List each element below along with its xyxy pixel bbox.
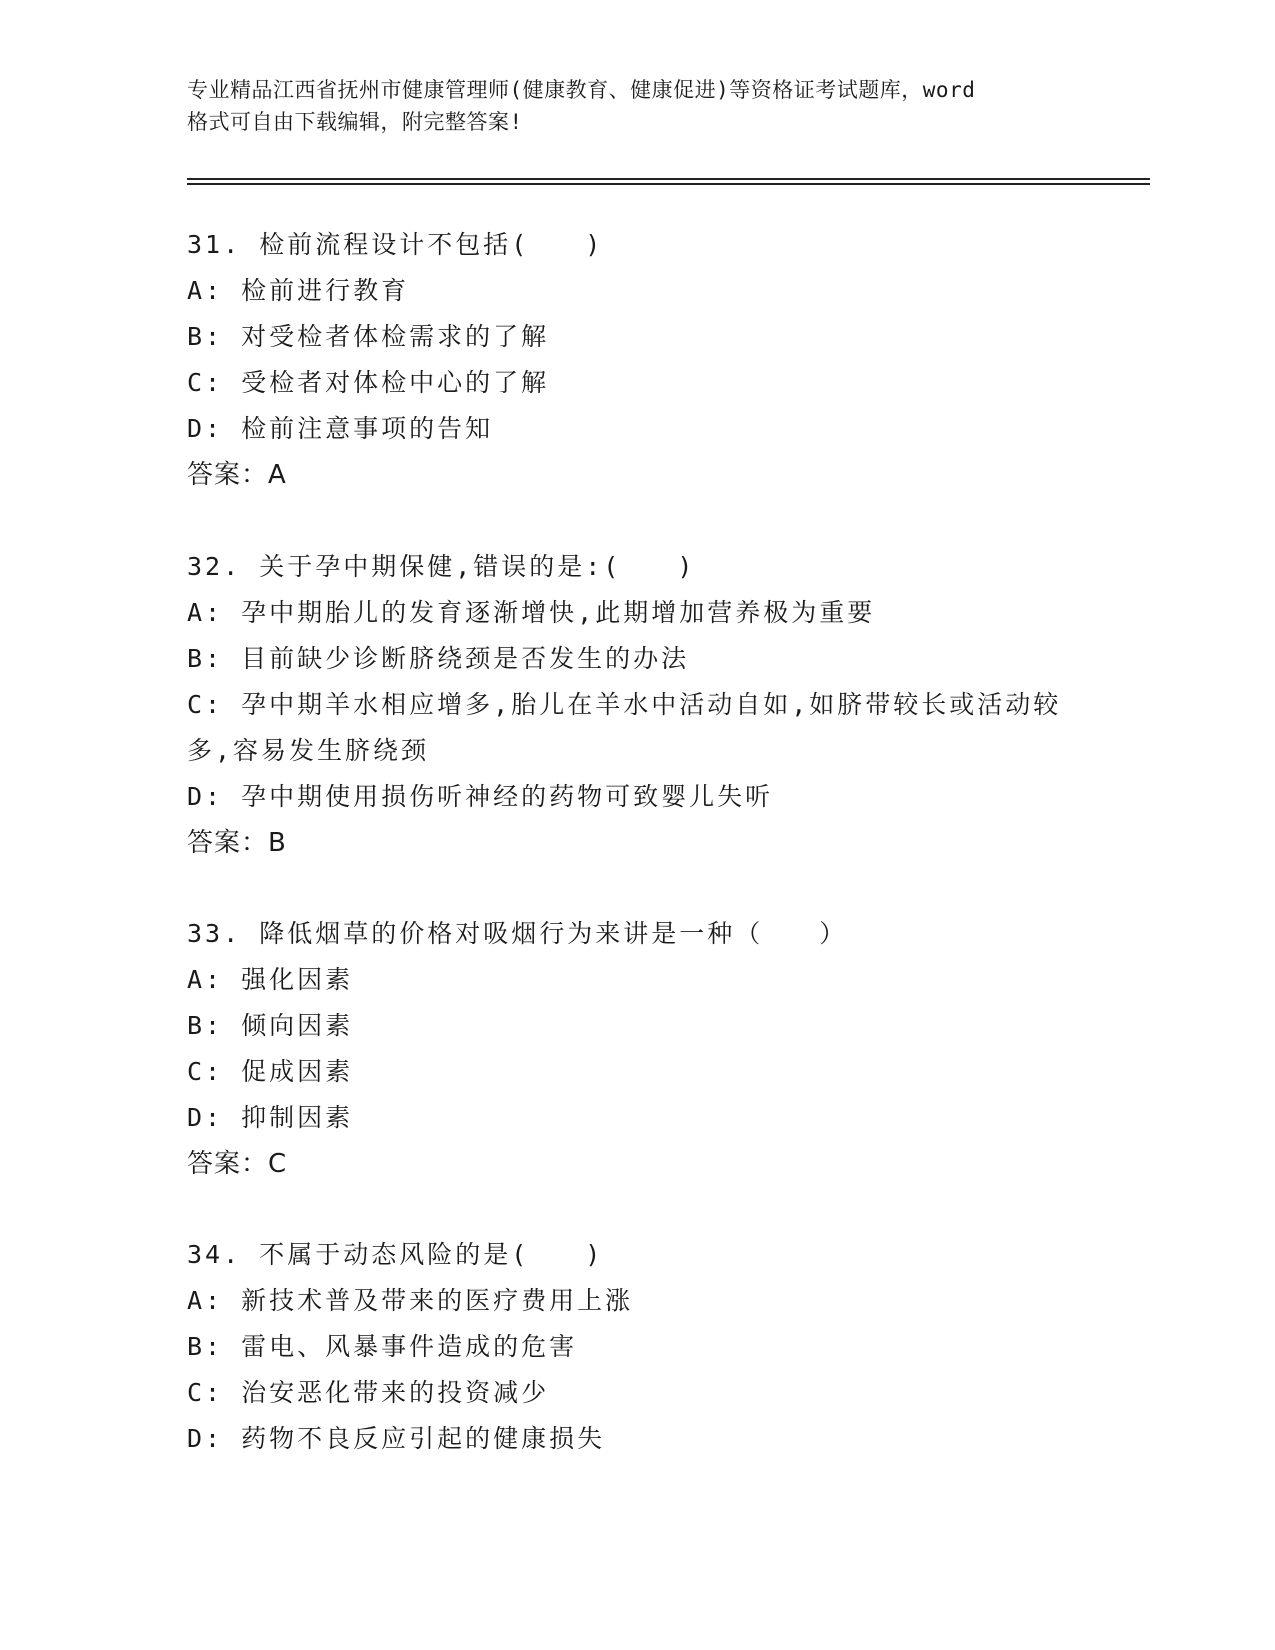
option-b: B: 雷电、风暴事件造成的危害 <box>187 1332 578 1361</box>
option-a: A: 孕中期胎儿的发育逐渐增快,此期增加营养极为重要 <box>187 598 876 627</box>
option-c: C: 受检者对体检中心的了解 <box>187 368 550 397</box>
option-a: A: 新技术普及带来的医疗费用上涨 <box>187 1286 634 1315</box>
question-stem: 34. 不属于动态风险的是( ) <box>187 1240 604 1269</box>
option-b: B: 倾向因素 <box>187 1011 354 1040</box>
option-b: B: 对受检者体检需求的了解 <box>187 322 550 351</box>
document-header <box>187 74 1087 138</box>
question-stem: 32. 关于孕中期保健,错误的是:( ) <box>187 552 696 581</box>
option-c: C: 促成因素 <box>187 1057 354 1086</box>
answer: 答案：A <box>187 460 287 490</box>
header-divider-bottom <box>187 183 1150 185</box>
question-31 <box>187 222 1087 498</box>
option-c: C: 孕中期羊水相应增多,胎儿在羊水中活动自如,如脐带较长或活动较多,容易发生脐绕颈 <box>187 690 1062 765</box>
option-d: D: 孕中期使用损伤听神经的药物可致婴儿失听 <box>187 782 774 811</box>
option-c: C: 治安恶化带来的投资减少 <box>187 1378 550 1407</box>
option-a: A: 强化因素 <box>187 965 354 994</box>
answer: 答案：C <box>187 1149 288 1179</box>
question-32 <box>187 544 1087 866</box>
option-d: D: 药物不良反应引起的健康损失 <box>187 1424 606 1453</box>
option-a: A: 检前进行教育 <box>187 276 410 305</box>
question-stem: 31. 检前流程设计不包括( ) <box>187 230 604 259</box>
answer: 答案：B <box>187 828 287 858</box>
option-d: D: 检前注意事项的告知 <box>187 414 494 443</box>
header-line-2: 格式可自由下载编辑，附完整答案! <box>187 110 523 134</box>
question-34 <box>187 1232 1087 1462</box>
option-d: D: 抑制因素 <box>187 1103 354 1132</box>
option-b: B: 目前缺少诊断脐绕颈是否发生的办法 <box>187 644 690 673</box>
question-33 <box>187 911 1087 1187</box>
question-stem: 33. 降低烟草的价格对吸烟行为来讲是一种（ ） <box>187 919 848 948</box>
header-divider-top <box>187 178 1150 180</box>
header-line-1: 专业精品江西省抚州市健康管理师(健康教育、健康促进)等资格证考试题库，word <box>187 78 976 102</box>
